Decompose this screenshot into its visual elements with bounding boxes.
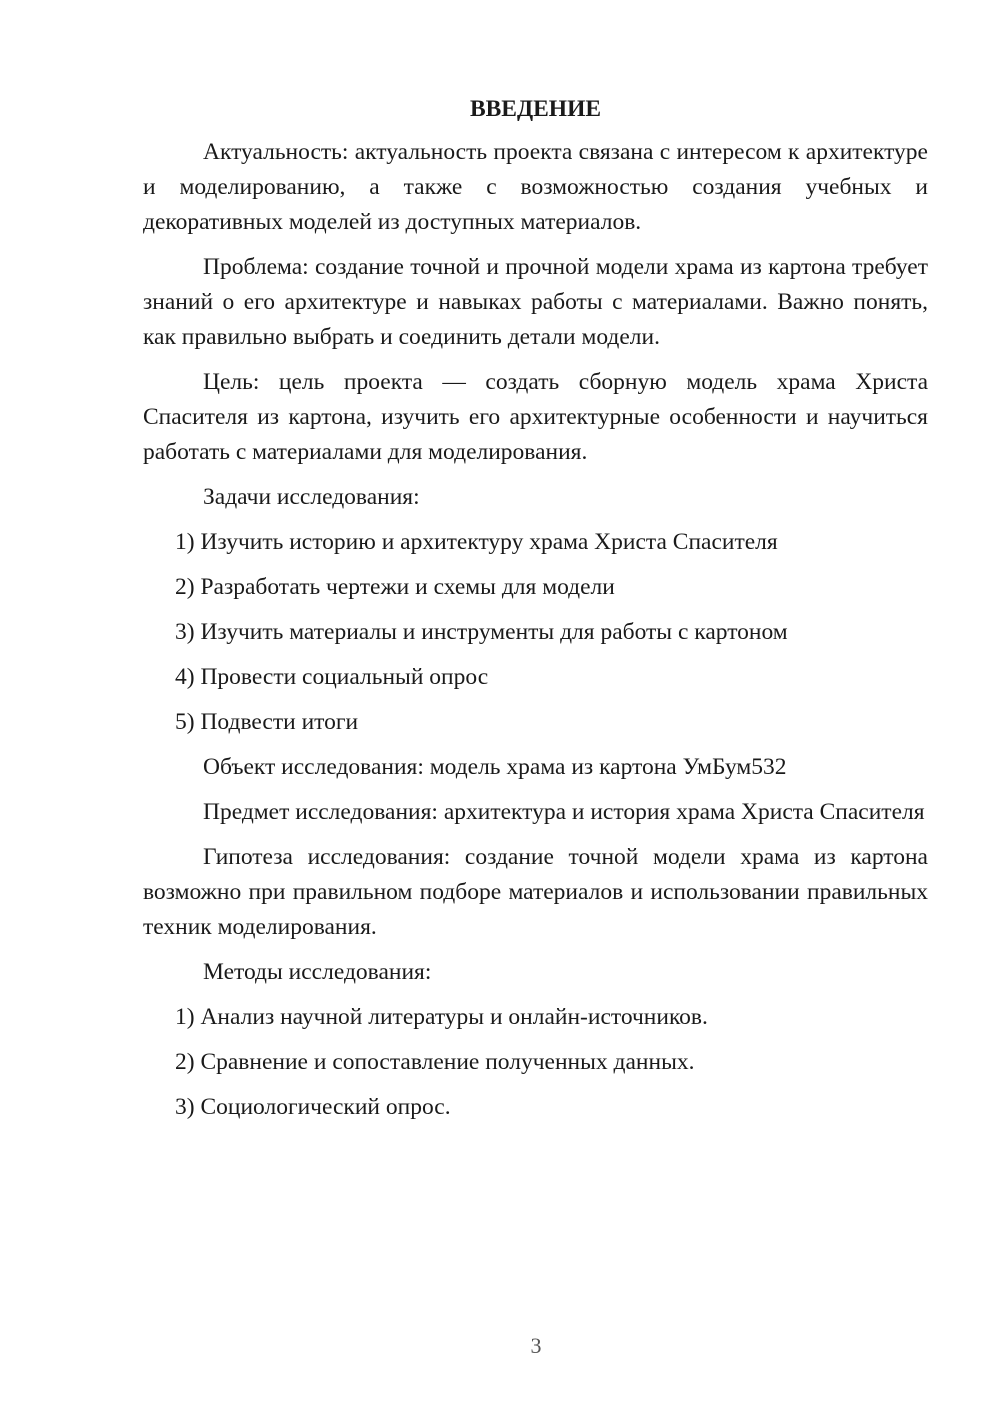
- hypothesis-paragraph: Гипотеза исследования: создание точной модели храма из картона возможно при правильном подборе материалов и использовании правильных техник моделирования.: [143, 844, 928, 940]
- object-line: Объект исследования: модель храма из картона УмБум532: [203, 754, 787, 780]
- list-item: 5) Подвести итоги: [175, 709, 359, 735]
- list-item: 3) Изучить материалы и инструменты для работы с картоном: [175, 619, 788, 645]
- tasks-list: [143, 525, 928, 740]
- relevance-paragraph: Актуальность: актуальность проекта связана с интересом к архитектуре и моделированию, а также с возможностью создания учебных и декоративных моделей из доступных материалов.: [143, 139, 928, 235]
- page-number: 3: [530, 1333, 542, 1358]
- subject-paragraph: Предмет исследования: архитектура и история храма Христа Спасителя: [203, 799, 925, 825]
- list-item: 1) Изучить историю и архитектуру храма Христа Спасителя: [175, 529, 778, 555]
- problem-paragraph: Проблема: создание точной и прочной модели храма из картона требует знаний о его архитектуре и навыках работы с материалами. Важно понять, как правильно выбрать и соединить детали модели.: [143, 254, 928, 350]
- methods-heading: Методы исследования:: [203, 959, 432, 985]
- list-item: 4) Провести социальный опрос: [175, 664, 489, 690]
- page-content: [143, 92, 928, 1135]
- tasks-heading: Задачи исследования:: [203, 484, 420, 510]
- methods-list: [143, 1000, 928, 1125]
- list-item: 2) Разработать чертежи и схемы для модели: [175, 574, 615, 600]
- list-item: 2) Сравнение и сопоставление полученных данных.: [175, 1049, 695, 1075]
- page-title: ВВЕДЕНИЕ: [469, 96, 602, 122]
- list-item: 1) Анализ научной литературы и онлайн-источников.: [175, 1004, 708, 1030]
- goal-paragraph: Цель: цель проекта — создать сборную модель храма Христа Спасителя из картона, изучить его архитектурные особенности и научиться работать с материалами для моделирования.: [143, 369, 928, 465]
- list-item: 3) Социологический опрос.: [175, 1094, 451, 1120]
